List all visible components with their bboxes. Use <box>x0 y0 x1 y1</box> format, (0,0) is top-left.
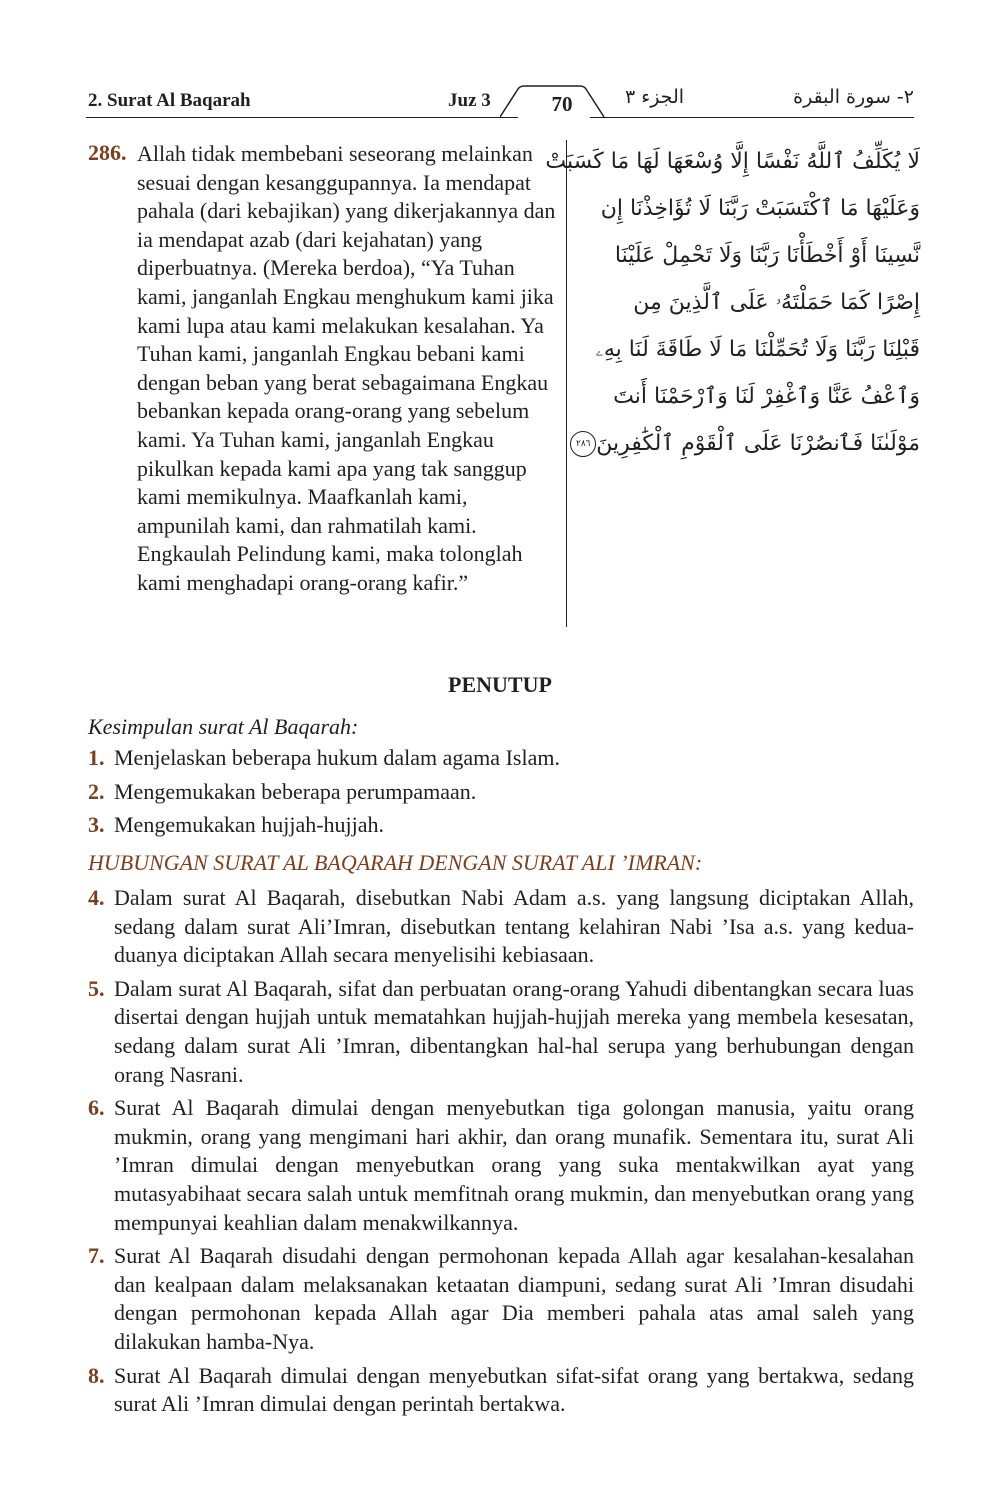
list-item-number: 1. <box>88 745 105 770</box>
arabic-verse-block <box>545 138 920 467</box>
header-juz-arabic: الجزء ٣ <box>625 86 685 108</box>
list-item-number: 6. <box>88 1095 105 1121</box>
arabic-line-last <box>576 420 920 467</box>
list-item-number: 7. <box>88 1243 105 1269</box>
verse-number: 286. <box>88 140 127 165</box>
list-item <box>88 811 914 840</box>
header-surah-title: 2. Surat Al Baqarah <box>88 90 251 111</box>
arabic-line: وَعَلَيْهَا مَا ٱكْتَسَبَتْ رَبَّنَا لَا تُؤَاخِذْنَا إِن <box>600 196 920 221</box>
verse-translation: Allah tidak membebani seseorang melainkan sesuai dengan kesanggupannya. Ia mendapat pahala (dari kebajikan) yang dikerjakannya dan ia mendapat azab (dari kejahatan) yang diperbuatnya. (Mereka berdoa), “Ya Tuhan kami, janganlah Engkau menghukum kami jika kami lupa atau kami melakukan kesalahan. Ya Tuhan kami, janganlah Engkau bebani kami dengan beban yang berat sebagaimana Engkau bebankan kepada orang-orang yang sebelum kami. Ya Tuhan kami, janganlah Engkau pikulkan kepada kami apa yang tak sanggup kami memikulnya. Maafkanlah kami, ampunilah kami, dan rahmatilah kami. Engkaulah Pelindung kami, maka tolonglah kami menghadapi orang-orang kafir.” <box>137 141 556 595</box>
arabic-line: مَوْلَىٰنَا فَٱنصُرْنَا عَلَى ٱلْقَوْمِ ٱلْكَٰفِرِينَ <box>596 431 920 456</box>
column-divider <box>566 140 567 627</box>
header-rule-right <box>590 117 914 118</box>
list-item <box>88 1362 914 1419</box>
list-item-text: Mengemukakan beberapa perumpamaan. <box>114 778 477 804</box>
arabic-line: قَبْلِنَا رَبَّنَا وَلَا تُحَمِّلْنَا مَا لَا طَاقَةَ لَنَا بِهِۦ <box>595 337 920 362</box>
list-item-number: 4. <box>88 885 105 910</box>
arabic-line: لَا يُكَلِّفُ ٱللَّهُ نَفْسًا إِلَّا وُسْعَهَا لَهَا مَا كَسَبَتْ <box>545 149 920 174</box>
list-item-number: 3. <box>88 812 105 838</box>
relation-list <box>88 884 914 1424</box>
list-item-number: 2. <box>88 778 105 804</box>
arabic-line: نَّسِينَا أَوْ أَخْطَأْنَا رَبَّنَا وَلَا تَحْمِلْ عَلَيْنَا <box>614 243 920 268</box>
arabic-line: إِصْرًا كَمَا حَمَلْتَهُۥ عَلَى ٱلَّذِينَ مِن <box>633 290 920 315</box>
arabic-line: وَٱعْفُ عَنَّا وَٱغْفِرْ لَنَا وَٱرْحَمْنَا أَنتَ <box>613 384 920 409</box>
list-item-text: Dalam surat Al Baqarah, disebutkan Nabi Adam a.s. yang langsung diciptakan Allah, sedang dalam surat Ali’Imran, disebutkan tentang kelahiran Nabi ’Isa a.s. yang kedua-duanya diciptakan Allah secara menyelisihi kebiasaan. <box>114 885 914 968</box>
list-item-text: Surat Al Baqarah dimulai dengan menyebutkan sifat-sifat orang yang bertakwa, sedang surat Ali ’Imran dimulai dengan perintah bertakwa. <box>114 1362 914 1417</box>
page-number: 70 <box>551 92 573 116</box>
list-item-number: 8. <box>88 1362 105 1388</box>
list-item-text: Dalam surat Al Baqarah, sifat dan perbuatan orang-orang Yahudi dibentangkan secara luas disertai dengan hujjah untuk mematahkan hujjah-hujjah mereka yang membela kesesatan, sedang dalam surat Ali ’Imran, dibentangkan hal-hal serupa yang berhubungan dengan orang Nasrani. <box>114 975 914 1087</box>
list-item-text: Mengemukakan hujjah-hujjah. <box>114 812 385 838</box>
list-item-text: Surat Al Baqarah disudahi dengan permohonan kepada Allah agar kesalahan-kesalahan dan kealpaan dalam melaksanakan ketaatan diampuni, sedang surat Ali ’Imran disudahi dengan permohonan kepada Allah agar Dia memberi pahala atas amal saleh yang dilakukan hamba-Nya. <box>114 1243 914 1354</box>
summary-label: Kesimpulan surat Al Baqarah: <box>88 714 359 739</box>
header-rule-left <box>86 117 518 118</box>
list-item <box>88 778 914 807</box>
list-item-number: 5. <box>88 975 105 1001</box>
relation-heading: HUBUNGAN SURAT AL BAQARAH DENGAN SURAT ALI ’IMRAN: <box>88 850 703 875</box>
list-item-text: Menjelaskan beberapa hukum dalam agama Islam. <box>114 745 560 770</box>
header-juz: Juz 3 <box>448 90 491 111</box>
list-item <box>88 744 914 773</box>
list-item <box>88 1242 914 1356</box>
list-item-text: Surat Al Baqarah dimulai dengan menyebutkan tiga golongan manusia, yaitu orang mukmin, orang yang mengimani hari akhir, dan orang munafik. Sementara itu, surat Ali ’Imran dimulai dengan menyebutkan orang yang suka mentakwilkan ayat yang mutasyabihaat secara salah untuk memfitnah orang mukmin, dan menyebutkan orang yang mempunyai keahlian dalam menakwilkannya. <box>114 1095 914 1235</box>
section-heading-penutup: PENUTUP <box>448 672 552 697</box>
verse-end-marker: ٢٨٦ <box>570 431 596 457</box>
list-item <box>88 884 914 970</box>
list-item <box>88 975 914 1089</box>
header-surah-arabic: ٢- سورة البقرة <box>793 86 914 108</box>
summary-list <box>88 744 914 845</box>
list-item <box>88 1094 914 1237</box>
